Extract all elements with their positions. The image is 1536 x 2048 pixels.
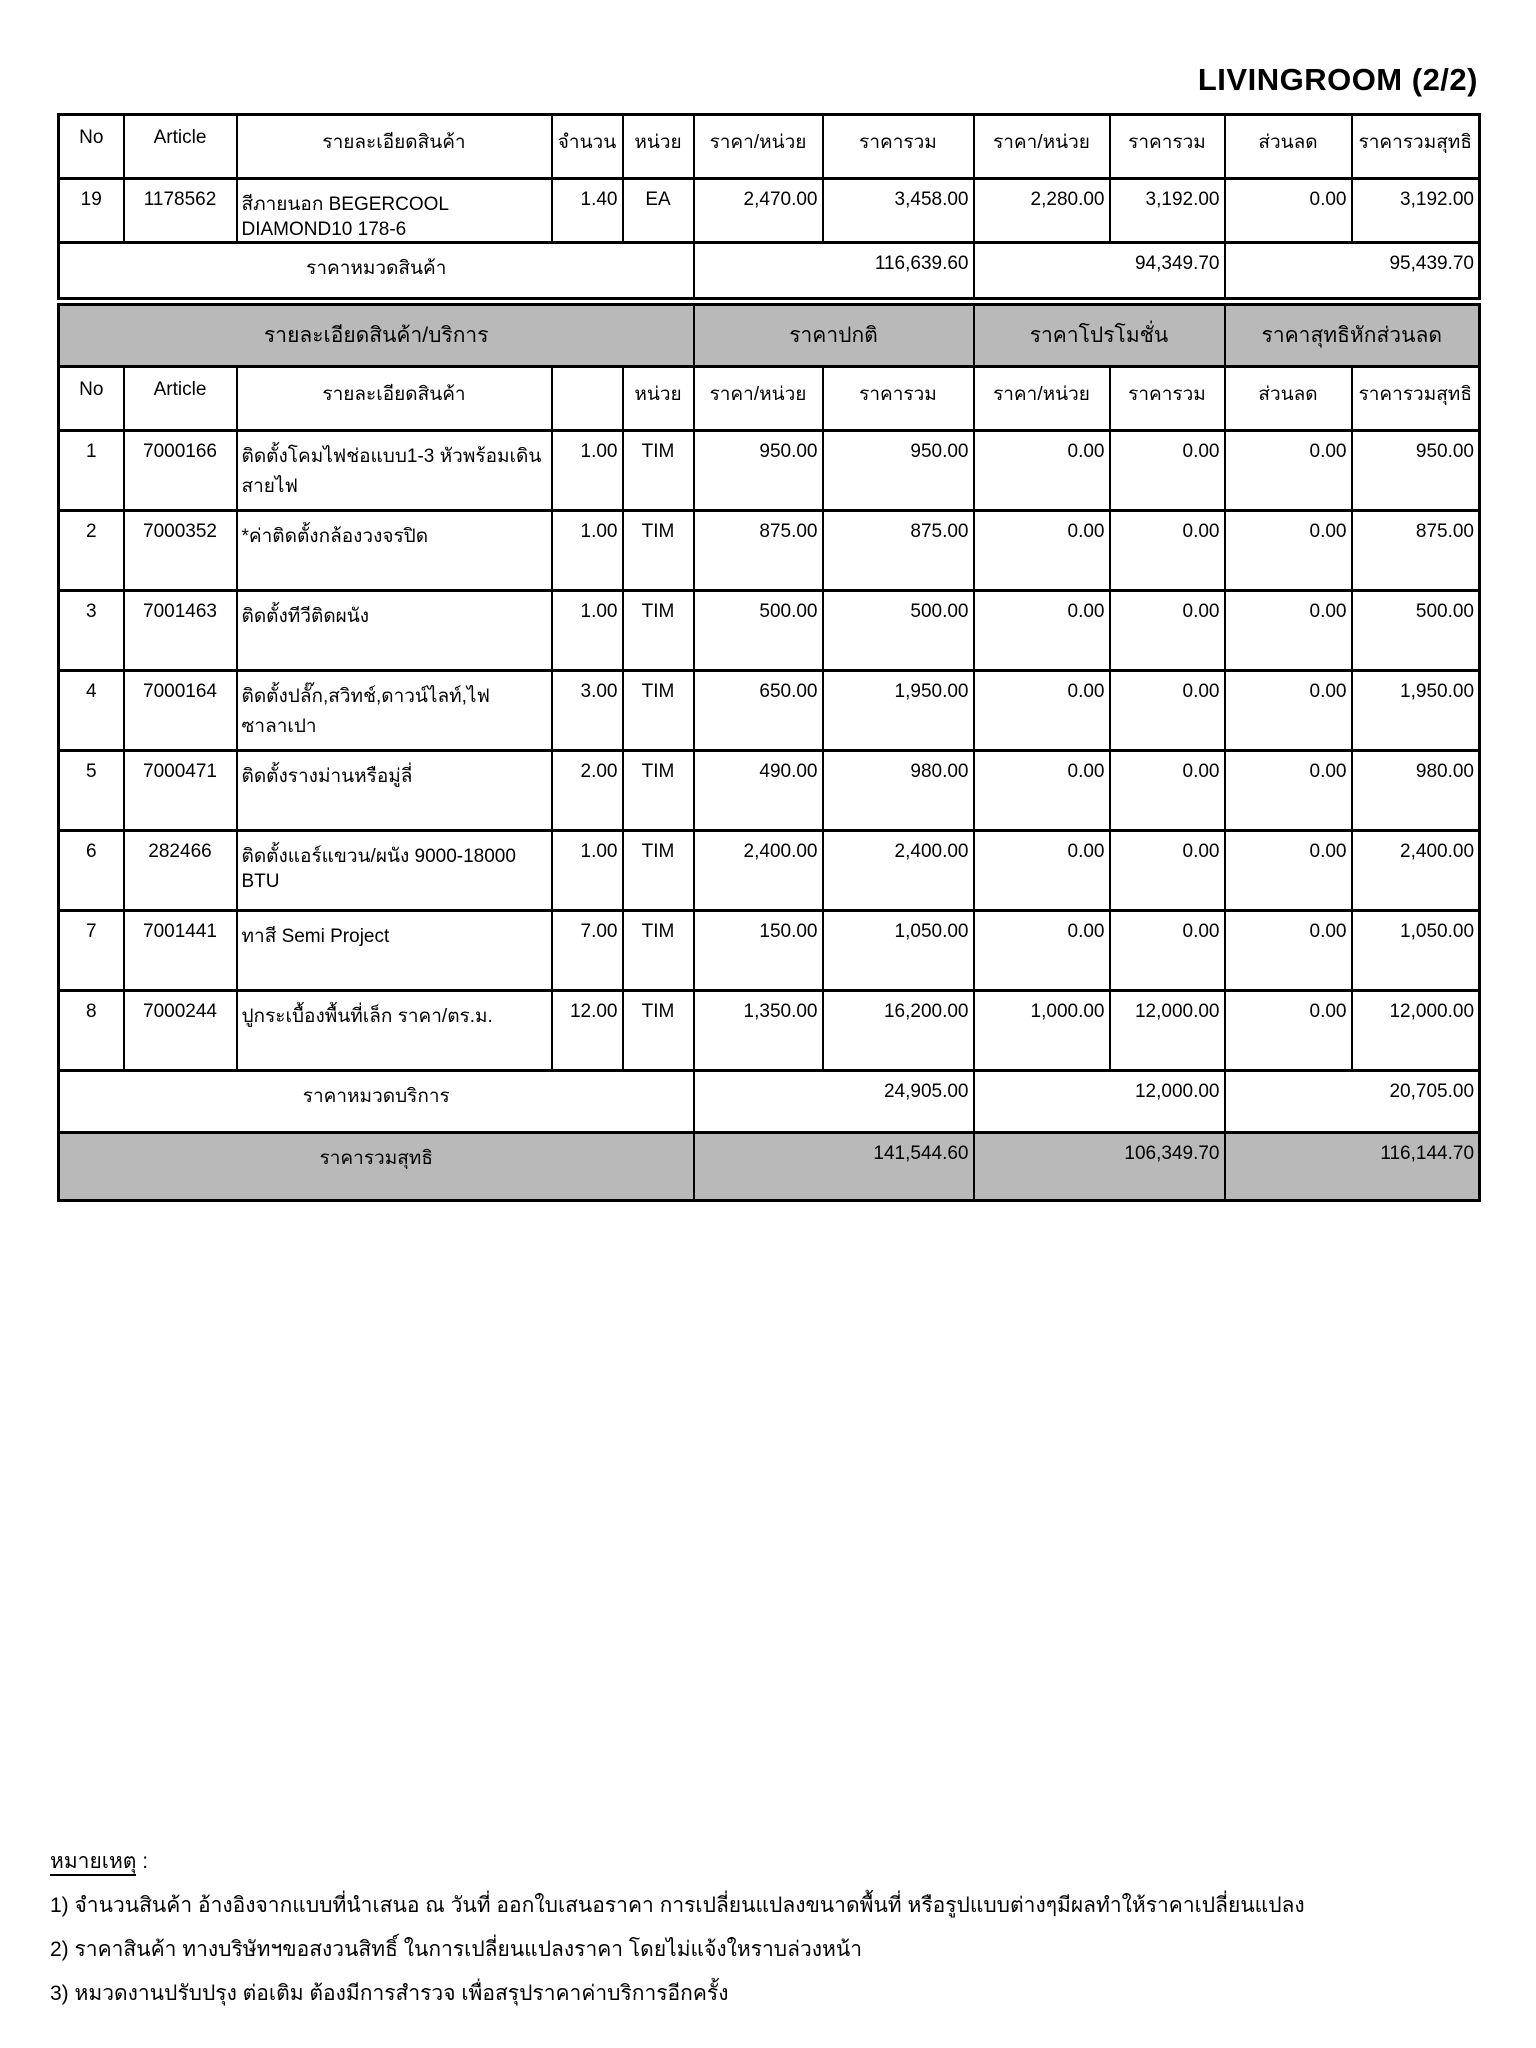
cell-n_unit: 650.00 [694, 671, 823, 751]
cell-p_unit: 0.00 [974, 591, 1110, 671]
cell-net: 980.00 [1352, 751, 1480, 831]
cell-desc: ติดตั้งรางม่านหรือมู่ลี่ [237, 751, 552, 831]
cell-p_total: 0.00 [1110, 671, 1225, 751]
cell-article: 7000164 [124, 671, 237, 751]
product-summary-normal-total: 116,639.60 [694, 243, 974, 299]
col-header-no: No [59, 115, 124, 179]
notes-heading-text: หมายเหตุ [50, 1850, 136, 1876]
cell-n_unit: 875.00 [694, 511, 823, 591]
service-summary-label: ราคาหมวดบริการ [59, 1071, 694, 1133]
cell-qty: 7.00 [552, 911, 623, 991]
col-header-net-total: ราคารวมสุทธิ [1352, 115, 1480, 179]
table-row [59, 591, 1480, 671]
cell-n_total: 1,050.00 [823, 911, 974, 991]
product-summary-net-total: 95,439.70 [1225, 243, 1480, 299]
cell-net: 950.00 [1352, 431, 1480, 511]
cell-qty: 2.00 [552, 751, 623, 831]
band-net-after-discount-label: ราคาสุทธิหักส่วนลด [1225, 305, 1480, 367]
cell-disc: 0.00 [1225, 751, 1352, 831]
col-header-unit: หน่วย [623, 115, 694, 179]
cell-net: 3,192.00 [1352, 179, 1480, 243]
table-row [59, 751, 1480, 831]
product-summary-row [59, 243, 1480, 299]
grand-total-row [59, 1133, 1480, 1201]
cell-article: 7001441 [124, 911, 237, 991]
col-header-no: No [59, 367, 124, 431]
cell-p_unit: 0.00 [974, 431, 1110, 511]
col-header-article: Article [124, 367, 237, 431]
cell-unit: TIM [623, 991, 694, 1071]
col-header-net-total: ราคารวมสุทธิ [1352, 367, 1480, 431]
section-band-row [59, 305, 1480, 367]
cell-article: 1178562 [124, 179, 237, 243]
col-header-unit: หน่วย [623, 367, 694, 431]
note-item-2: 2) ราคาสินค้า ทางบริษัทฯขอสงวนสิทธิ์ ในการเปลี่ยนแปลงราคา โดยไม่แจ้งใหราบล่วงหน้า [50, 1938, 863, 1961]
cell-disc: 0.00 [1225, 991, 1352, 1071]
cell-desc: ทาสี Semi Project [237, 911, 552, 991]
note-item-1: 1) จำนวนสินค้า อ้างอิงจากแบบที่นำเสนอ ณ วันที่ ออกใบเสนอราคา การเปลี่ยนแปลงขนาดพื้นที่ หรือรูปแบบต่างๆมีผลทำให้ราคาเปลี่ยนแปลง [50, 1894, 1305, 1917]
cell-n_total: 1,950.00 [823, 671, 974, 751]
service-table-header-row [59, 367, 1480, 431]
band-normal-price-label: ราคาปกติ [694, 305, 974, 367]
cell-p_total: 0.00 [1110, 511, 1225, 591]
cell-net: 1,050.00 [1352, 911, 1480, 991]
cell-unit: TIM [623, 911, 694, 991]
cell-article: 7001463 [124, 591, 237, 671]
col-header-normal-unit-price: ราคา/หน่วย [694, 367, 823, 431]
cell-no: 7 [59, 911, 124, 991]
cell-n_unit: 2,470.00 [694, 179, 823, 243]
cell-p_unit: 2,280.00 [974, 179, 1110, 243]
cell-p_total: 0.00 [1110, 831, 1225, 911]
cell-p_unit: 0.00 [974, 911, 1110, 991]
band-details-label: รายละเอียดสินค้า/บริการ [59, 305, 694, 367]
product-rows [59, 179, 1480, 243]
col-header-discount: ส่วนลด [1225, 367, 1352, 431]
cell-p_unit: 0.00 [974, 831, 1110, 911]
cell-no: 6 [59, 831, 124, 911]
cell-qty: 12.00 [552, 991, 623, 1071]
col-header-quantity: จำนวน [552, 115, 623, 179]
col-header-quantity-blank [552, 367, 623, 431]
cell-qty: 1.00 [552, 591, 623, 671]
cell-desc: สีภายนอก BEGERCOOL DIAMOND10 178-6 [237, 179, 552, 243]
cell-qty: 3.00 [552, 671, 623, 751]
notes-heading [50, 1840, 1305, 1884]
cell-no: 4 [59, 671, 124, 751]
cell-qty: 1.00 [552, 831, 623, 911]
cell-desc: ติดตั้งโคมไฟช่อแบบ1-3 หัวพร้อมเดินสายไฟ [237, 431, 552, 511]
cell-article: 7000352 [124, 511, 237, 591]
cell-no: 1 [59, 431, 124, 511]
col-header-promo-unit-price: ราคา/หน่วย [974, 367, 1110, 431]
cell-article: 7000244 [124, 991, 237, 1071]
table-row [59, 991, 1480, 1071]
cell-disc: 0.00 [1225, 179, 1352, 243]
cell-p_total: 0.00 [1110, 911, 1225, 991]
cell-unit: TIM [623, 511, 694, 591]
table-row [59, 431, 1480, 511]
col-header-normal-total: ราคารวม [823, 367, 974, 431]
notes-heading-colon: : [136, 1850, 149, 1873]
cell-unit: TIM [623, 591, 694, 671]
cell-p_total: 0.00 [1110, 751, 1225, 831]
page-title: LIVINGROOM (2/2) [1197, 62, 1478, 97]
cell-disc: 0.00 [1225, 671, 1352, 751]
service-table [57, 303, 1481, 1202]
service-summary-normal-total: 24,905.00 [694, 1071, 974, 1133]
cell-n_total: 3,458.00 [823, 179, 974, 243]
cell-desc: ปูกระเบื้องพื้นที่เล็ก ราคา/ตร.ม. [237, 991, 552, 1071]
cell-p_unit: 1,000.00 [974, 991, 1110, 1071]
col-header-description: รายละเอียดสินค้า [237, 115, 552, 179]
cell-p_total: 12,000.00 [1110, 991, 1225, 1071]
cell-n_total: 950.00 [823, 431, 974, 511]
cell-no: 8 [59, 991, 124, 1071]
cell-p_total: 0.00 [1110, 431, 1225, 511]
cell-qty: 1.40 [552, 179, 623, 243]
col-header-promo-unit-price: ราคา/หน่วย [974, 115, 1110, 179]
grand-total-normal: 141,544.60 [694, 1133, 974, 1201]
band-promo-price-label: ราคาโปรโมชั่น [974, 305, 1225, 367]
cell-p_unit: 0.00 [974, 511, 1110, 591]
col-header-description: รายละเอียดสินค้า [237, 367, 552, 431]
cell-n_total: 980.00 [823, 751, 974, 831]
cell-no: 19 [59, 179, 124, 243]
table-row [59, 511, 1480, 591]
cell-unit: TIM [623, 671, 694, 751]
cell-n_unit: 1,350.00 [694, 991, 823, 1071]
cell-article: 7000166 [124, 431, 237, 511]
product-summary-label: ราคาหมวดสินค้า [59, 243, 694, 299]
cell-desc: ติดตั้งแอร์แขวน/ผนัง 9000-18000 BTU [237, 831, 552, 911]
product-table-header-row [59, 115, 1480, 179]
cell-desc: ติดตั้งทีวีติดผนัง [237, 591, 552, 671]
cell-unit: TIM [623, 831, 694, 911]
col-header-normal-unit-price: ราคา/หน่วย [694, 115, 823, 179]
cell-article: 282466 [124, 831, 237, 911]
cell-disc: 0.00 [1225, 511, 1352, 591]
cell-disc: 0.00 [1225, 831, 1352, 911]
cell-n_total: 875.00 [823, 511, 974, 591]
service-summary-net-total: 20,705.00 [1225, 1071, 1480, 1133]
cell-qty: 1.00 [552, 431, 623, 511]
table-row [59, 911, 1480, 991]
cell-desc: *ค่าติดตั้งกล้องวงจรปิด [237, 511, 552, 591]
cell-n_unit: 500.00 [694, 591, 823, 671]
cell-p_unit: 0.00 [974, 671, 1110, 751]
cell-net: 875.00 [1352, 511, 1480, 591]
cell-unit: TIM [623, 751, 694, 831]
cell-n_unit: 2,400.00 [694, 831, 823, 911]
notes-section [50, 1840, 1305, 2016]
cell-disc: 0.00 [1225, 591, 1352, 671]
col-header-discount: ส่วนลด [1225, 115, 1352, 179]
cell-unit: EA [623, 179, 694, 243]
grand-total-net: 116,144.70 [1225, 1133, 1480, 1201]
note-item-3: 3) หมวดงานปรับปรุง ต่อเติม ต้องมีการสำรวจ เพื่อสรุปราคาค่าบริการอีกครั้ง [50, 1982, 729, 2005]
cell-n_total: 2,400.00 [823, 831, 974, 911]
product-table [57, 113, 1481, 300]
cell-net: 1,950.00 [1352, 671, 1480, 751]
col-header-promo-total: ราคารวม [1110, 367, 1225, 431]
cell-n_unit: 490.00 [694, 751, 823, 831]
cell-p_unit: 0.00 [974, 751, 1110, 831]
table-row [59, 831, 1480, 911]
cell-n_total: 500.00 [823, 591, 974, 671]
cell-n_total: 16,200.00 [823, 991, 974, 1071]
cell-desc: ติดตั้งปลั๊ก,สวิทช์,ดาวน์ไลท์,ไฟซาลาเปา [237, 671, 552, 751]
grand-total-promo: 106,349.70 [974, 1133, 1225, 1201]
cell-p_total: 3,192.00 [1110, 179, 1225, 243]
cell-net: 12,000.00 [1352, 991, 1480, 1071]
service-summary-row [59, 1071, 1480, 1133]
cell-net: 500.00 [1352, 591, 1480, 671]
cell-n_unit: 950.00 [694, 431, 823, 511]
cell-disc: 0.00 [1225, 431, 1352, 511]
service-rows [59, 431, 1480, 1071]
cell-net: 2,400.00 [1352, 831, 1480, 911]
grand-total-label: ราคารวมสุทธิ [59, 1133, 694, 1201]
cell-unit: TIM [623, 431, 694, 511]
table-row [59, 671, 1480, 751]
col-header-article: Article [124, 115, 237, 179]
cell-no: 5 [59, 751, 124, 831]
cell-disc: 0.00 [1225, 911, 1352, 991]
service-summary-promo-total: 12,000.00 [974, 1071, 1225, 1133]
table-row [59, 179, 1480, 243]
cell-p_total: 0.00 [1110, 591, 1225, 671]
cell-article: 7000471 [124, 751, 237, 831]
cell-n_unit: 150.00 [694, 911, 823, 991]
cell-no: 3 [59, 591, 124, 671]
product-summary-promo-total: 94,349.70 [974, 243, 1225, 299]
col-header-promo-total: ราคารวม [1110, 115, 1225, 179]
cell-qty: 1.00 [552, 511, 623, 591]
cell-no: 2 [59, 511, 124, 591]
col-header-normal-total: ราคารวม [823, 115, 974, 179]
